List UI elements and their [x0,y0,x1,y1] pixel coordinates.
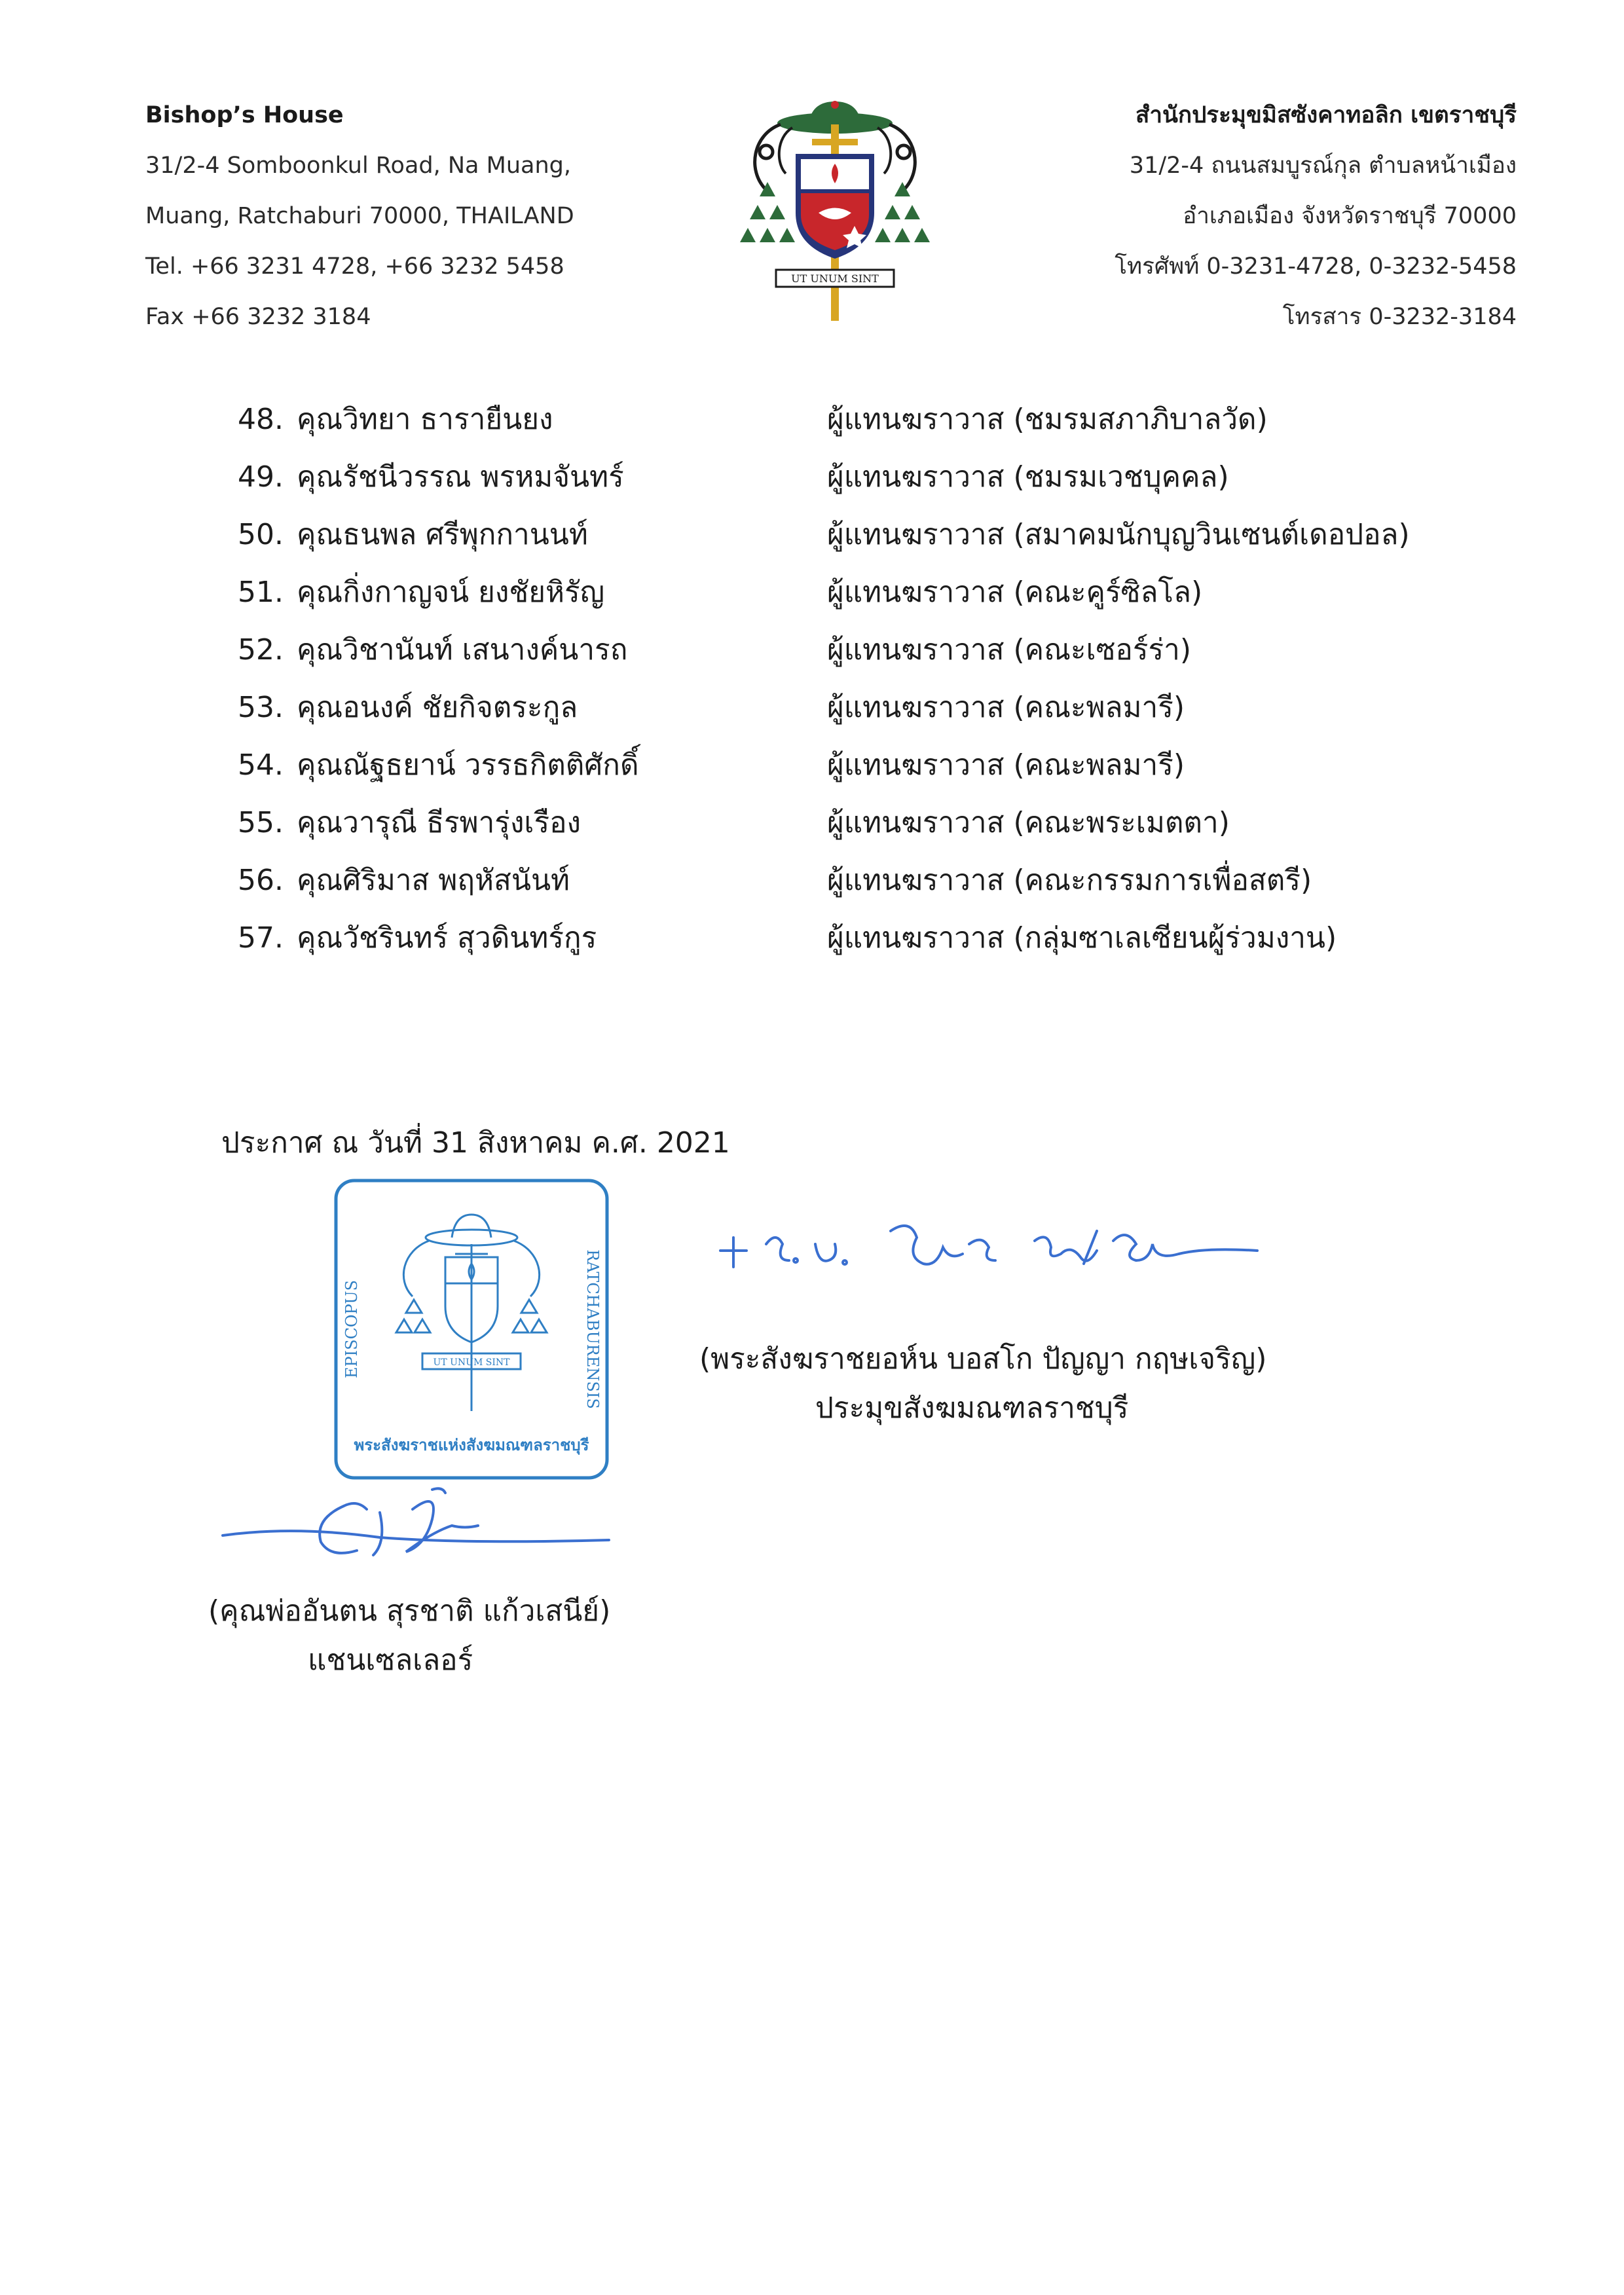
item-number: 51. [238,576,284,609]
seal-bottom-text: พระสังฆราชแห่งสังฆมณฑลราชบุรี [354,1436,589,1454]
item-number: 57. [238,921,284,955]
seal-right-text: RATCHABURENSIS [583,1249,602,1409]
letterhead-english-address-line-1: 31/2-4 Somboonkul Road, Na Muang, [145,153,571,179]
letterhead-english-title: Bishop’s House [145,102,344,128]
member-role: ผู้แทนฆราวาส (สมาคมนักบุญวินเซนต์เดอปอล) [827,518,1410,551]
bishop-signature [707,1205,1270,1283]
list-item [238,629,1416,686]
diocese-seal-stamp [331,1175,612,1483]
item-number: 55. [238,806,284,839]
member-name: คุณศิริมาส พฤหัสนันท์ [297,864,570,897]
chancellor-signature [216,1480,622,1578]
list-item [238,398,1416,456]
letterhead-thai-fax: โทรสาร 0-3232-3184 [1282,304,1517,330]
member-list [238,398,1416,974]
member-name: คุณวารุณี ธีรพารุ่งเรือง [297,806,581,839]
letterhead-english-address-line-2: Muang, Ratchaburi 70000, THAILAND [145,203,574,229]
member-role: ผู้แทนฆราวาส (คณะพระเมตตา) [827,806,1230,839]
item-number: 56. [238,864,284,897]
announcement-date: ประกาศ ณ วันที่ 31 สิงหาคม ค.ศ. 2021 [221,1126,730,1160]
list-item [238,917,1416,974]
letterhead-english-fax: Fax +66 3232 3184 [145,304,371,330]
member-name: คุณวิทยา ธารายืนยง [297,403,553,436]
item-number: 48. [238,403,284,436]
member-name: คุณธนพล ศรีพุกกานนท์ [297,518,588,551]
list-item [238,801,1416,859]
list-item [238,513,1416,571]
member-name: คุณกิ่งกาญจน์ ยงชัยหิรัญ [297,576,605,609]
member-role: ผู้แทนฆราวาส (กลุ่มซาเลเซียนผู้ร่วมงาน) [827,921,1337,955]
item-number: 52. [238,633,284,667]
item-number: 49. [238,460,284,494]
seal-motto: UT UNUM SINT [433,1357,510,1368]
letterhead-english-phone: Tel. +66 3231 4728, +66 3232 5458 [145,253,564,280]
member-name: คุณณัฐธยาน์ วรรธกิตติศักดิ์ [297,748,639,782]
letterhead-english [145,90,735,342]
seal-left-text: EPISCOPUS [342,1279,361,1379]
letterhead-thai-address-line-1: 31/2-4 ถนนสมบูรณ์กุล ตำบลหน้าเมือง [1129,153,1517,179]
member-role: ผู้แทนฆราวาส (ชมรมสภาภิบาลวัด) [827,403,1268,436]
letterhead-thai [927,90,1517,342]
letterhead-thai-address-line-2: อำเภอเมือง จังหวัดราชบุรี 70000 [1183,203,1517,229]
member-name: คุณรัชนีวรรณ พรหมจันทร์ [297,460,624,494]
list-item [238,571,1416,629]
list-item [238,456,1416,513]
chancellor-name: (คุณพ่ออันตน สุรชาติ แก้วเสนีย์) [208,1594,611,1628]
list-item [238,686,1416,744]
list-item [238,859,1416,917]
item-number: 54. [238,748,284,782]
item-number: 50. [238,518,284,551]
bishop-name: (พระสังฆราชยอห์น บอสโก ปัญญา กฤษเจริญ) [699,1342,1267,1376]
member-name: คุณวิชานันท์ เสนางค์นารถ [297,633,628,667]
letterhead-thai-title: สำนักประมุขมิสซังคาทอลิก เขตราชบุรี [1135,102,1517,128]
member-name: คุณวัชรินทร์ สุวดินทร์กูร [297,921,597,955]
letterhead-thai-phone: โทรศัพท์ 0-3231-4728, 0-3232-5458 [1115,253,1517,280]
list-item [238,744,1416,801]
member-role: ผู้แทนฆราวาส (คณะคูร์ซิลโล) [827,576,1203,609]
member-role: ผู้แทนฆราวาส (คณะพลมารี) [827,691,1185,724]
member-role: ผู้แทนฆราวาส (คณะกรรมการเพื่อสตรี) [827,864,1312,897]
diocese-crest-logo [740,98,930,334]
crest-motto: UT UNUM SINT [791,272,879,285]
chancellor-title: แชนเซลเลอร์ [308,1643,473,1677]
member-role: ผู้แทนฆราวาส (คณะพลมารี) [827,748,1185,782]
bishop-title: ประมุขสังฆมณฑลราชบุรี [815,1391,1129,1425]
item-number: 53. [238,691,284,724]
member-role: ผู้แทนฆราวาส (ชมรมเวชบุคคล) [827,460,1229,494]
member-role: ผู้แทนฆราวาส (คณะเซอร์ร่า) [827,633,1191,667]
member-name: คุณอนงค์ ชัยกิจตระกูล [297,691,578,724]
